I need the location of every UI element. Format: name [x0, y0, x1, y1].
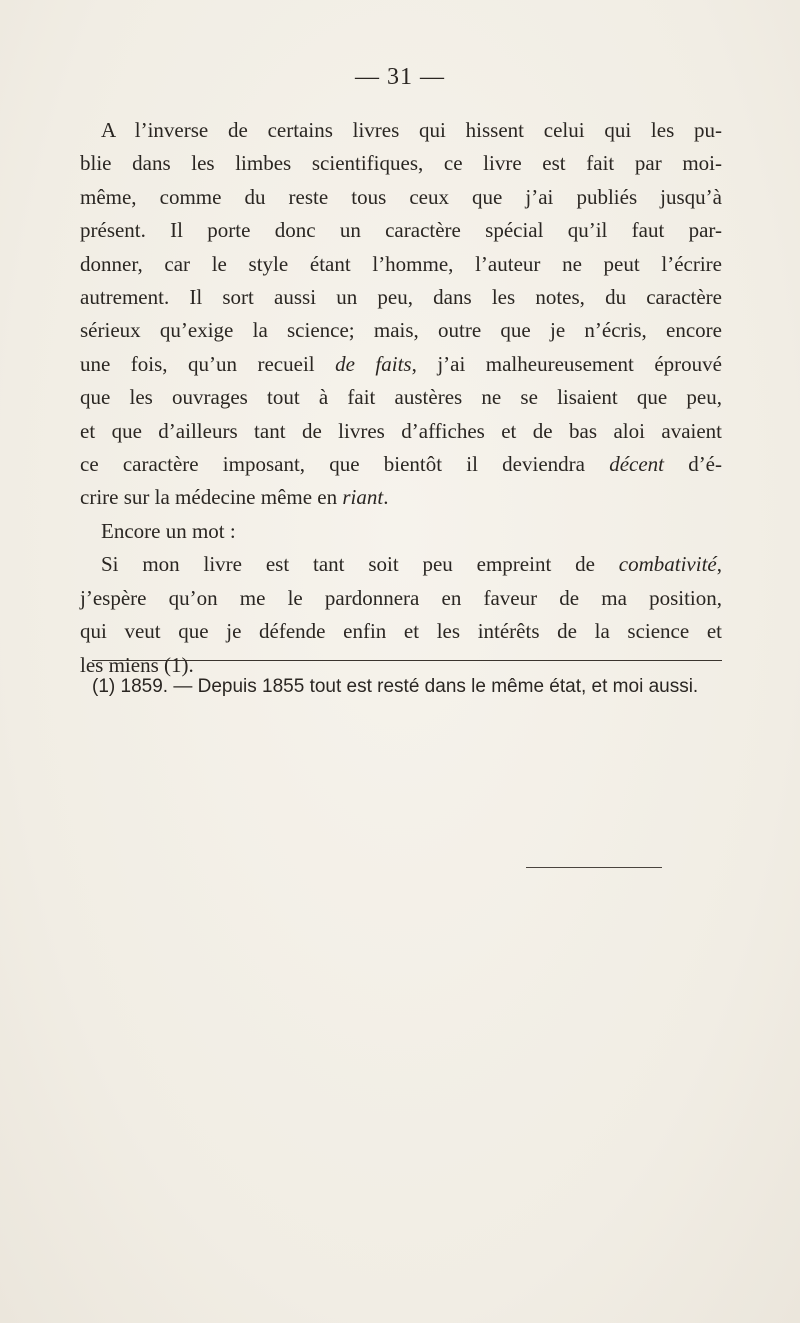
text-line: [80, 348, 722, 381]
text-line: j’espère qu’on me le pardonnera en faveur de ma position,: [80, 585, 722, 610]
text-segment: crire sur la médecine même en: [80, 485, 343, 510]
stray-ink-mark: [526, 867, 662, 868]
italic-phrase: de faits: [335, 351, 412, 376]
text-line: qui veut que je défende enfin et les intérêts de la science et: [80, 619, 722, 644]
text-line: blie dans les limbes scientifiques, ce livre est fait par moi-: [80, 151, 722, 176]
text-line: autrement. Il sort aussi un peu, dans les notes, du caractère: [80, 285, 722, 310]
text-line: donner, car le style étant l’homme, l’auteur ne peut l’écrire: [80, 251, 722, 276]
italic-phrase: combativité: [618, 552, 717, 577]
text-segment: .: [383, 485, 389, 510]
italic-phrase: décent: [609, 452, 664, 477]
text-line: les miens (1).: [80, 652, 194, 677]
text-line: [80, 548, 722, 581]
text-line: A l’inverse de certains livres qui hissent celui qui les pu-: [101, 118, 722, 142]
text-segment: d’é-: [663, 452, 722, 477]
footnote: (1) 1859. — Depuis 1855 tout est resté dans le même état, et moi aussi.: [92, 676, 699, 697]
text-line: [80, 448, 722, 481]
text-segment: , j’ai malheureusement éprouvé: [411, 351, 722, 376]
text-line: présent. Il porte donc un caractère spécial qu’il faut par-: [80, 218, 722, 243]
text-line: sérieux qu’exige la science; mais, outre que je n’écris, encore: [80, 318, 722, 343]
italic-phrase: riant: [342, 485, 384, 510]
text-line: même, comme du reste tous ceux que j’ai publiés jusqu’à: [80, 184, 722, 209]
text-line: [80, 481, 722, 514]
text-segment: une fois, qu’un recueil: [80, 351, 336, 376]
text-segment: ,: [716, 552, 722, 577]
text-line: Encore un mot :: [101, 518, 236, 543]
page-number: — 31 —: [355, 64, 445, 90]
footnote-separator: [92, 660, 722, 661]
text-line: que les ouvrages tout à fait austères ne se lisaient que peu,: [80, 385, 722, 410]
text-segment: ce caractère imposant, que bientôt il deviendra: [80, 452, 610, 477]
main-text: [80, 114, 722, 682]
text-line: et que d’ailleurs tant de livres d’affiches et de bas aloi avaient: [80, 418, 722, 443]
text-segment: Si mon livre est tant soit peu empreint de: [101, 552, 619, 577]
